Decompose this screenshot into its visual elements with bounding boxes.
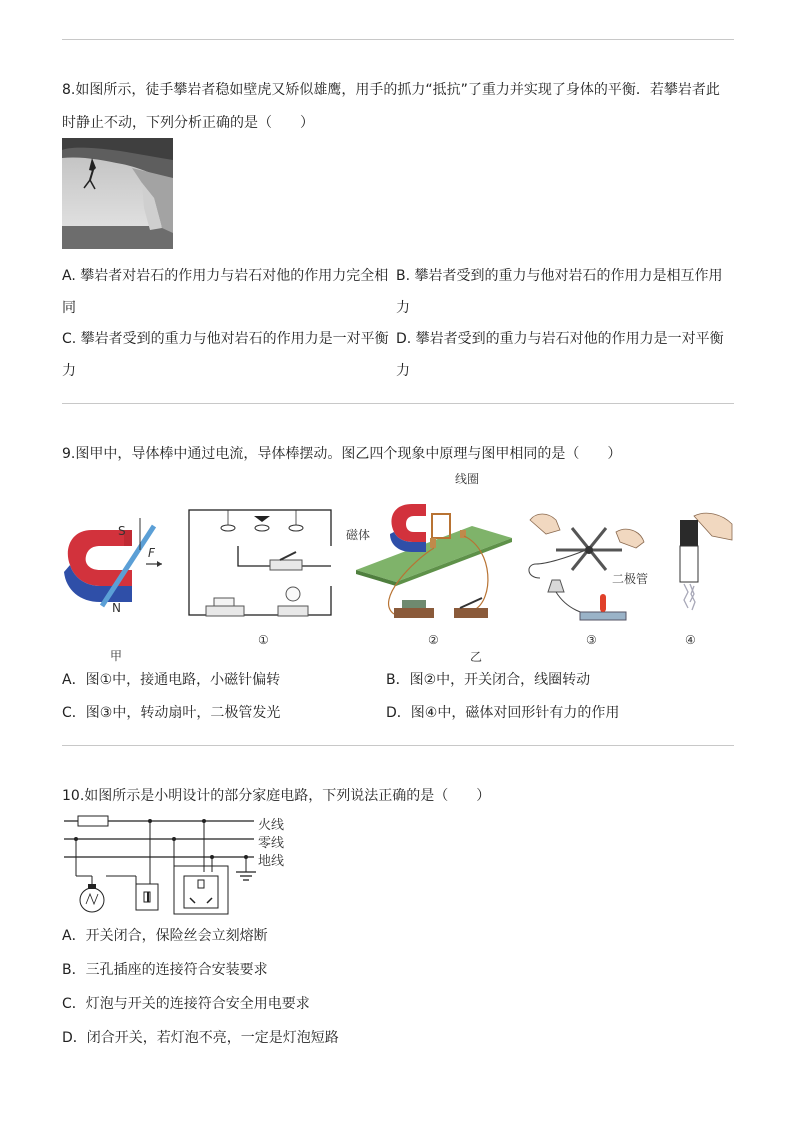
q8-stem-line1: 8.如图所示，徒手攀岩者稳如壁虎又矫似雄鹰，用手的抓力“抵抗”了重力并实现了身体的平衡．若攀岩者此 bbox=[62, 82, 720, 98]
label-ground-wire: 地线 bbox=[258, 854, 285, 869]
caption-jia: 甲 bbox=[110, 649, 123, 663]
divider-q9-q10 bbox=[62, 745, 734, 746]
label-s-pole: S bbox=[118, 524, 126, 538]
divider-top bbox=[62, 39, 734, 40]
q10-option-c[interactable]: C．灯泡与开关的连接符合安全用电要求 bbox=[62, 996, 310, 1012]
q8-option-d[interactable]: D. 攀岩者受到的重力与岩石对他的作用力是一对平衡力 bbox=[396, 331, 724, 379]
q10-stem: 10.如图所示是小明设计的部分家庭电路，下列说法正确的是（ ） bbox=[62, 788, 491, 804]
label-force-f: F bbox=[148, 546, 155, 560]
caption-figure-2: ② bbox=[428, 633, 439, 647]
figure-4-magnet-clips bbox=[672, 510, 734, 620]
q9-option-c[interactable]: C．图③中，转动扇叶，二极管发光 bbox=[62, 705, 281, 721]
q8-option-b[interactable]: B. 攀岩者受到的重力与他对岩石的作用力是相互作用力 bbox=[396, 268, 723, 316]
q9-option-a[interactable]: A．图①中，接通电路，小磁针偏转 bbox=[62, 672, 281, 688]
figure-1-oersted-circuit bbox=[186, 506, 336, 626]
caption-figure-4: ④ bbox=[685, 633, 696, 647]
label-live-wire: 火线 bbox=[258, 818, 285, 833]
q9-option-d[interactable]: D．图④中，磁体对回形针有力的作用 bbox=[386, 705, 620, 721]
q9-option-b[interactable]: B．图②中，开关闭合，线圈转动 bbox=[386, 672, 591, 688]
household-circuit-diagram bbox=[62, 810, 262, 920]
q8-option-c[interactable]: C. 攀岩者受到的重力与他对岩石的作用力是一对平衡力 bbox=[62, 331, 389, 379]
figure-2-motor-model bbox=[354, 490, 514, 625]
label-neutral-wire: 零线 bbox=[258, 836, 285, 851]
label-n-pole: N bbox=[112, 601, 121, 615]
caption-figure-1: ① bbox=[258, 633, 269, 647]
figure-3-fan-diode bbox=[526, 508, 656, 626]
rock-climber-photo bbox=[62, 138, 173, 249]
caption-yi: 乙 bbox=[470, 650, 483, 664]
q10-option-b[interactable]: B．三孔插座的连接符合安装要求 bbox=[62, 962, 268, 978]
q8-stem-line2: 时静止不动，下列分析正确的是（ ） bbox=[62, 115, 314, 131]
q10-option-a[interactable]: A．开关闭合，保险丝会立刻熔断 bbox=[62, 928, 268, 944]
caption-figure-3: ③ bbox=[586, 633, 597, 647]
q10-option-d[interactable]: D．闭合开关，若灯泡不亮，一定是灯泡短路 bbox=[62, 1030, 339, 1046]
label-magnet: 磁体 bbox=[346, 528, 371, 542]
q8-option-a[interactable]: A. 攀岩者对岩石的作用力与岩石对他的作用力完全相同 bbox=[62, 268, 389, 316]
label-coil: 线圈 bbox=[455, 472, 480, 486]
label-diode: 二极管 bbox=[612, 572, 649, 586]
q9-stem: 9.图甲中，导体棒中通过电流，导体棒摆动。图乙四个现象中原理与图甲相同的是（ ） bbox=[62, 446, 622, 462]
divider-q8-q9 bbox=[62, 403, 734, 404]
